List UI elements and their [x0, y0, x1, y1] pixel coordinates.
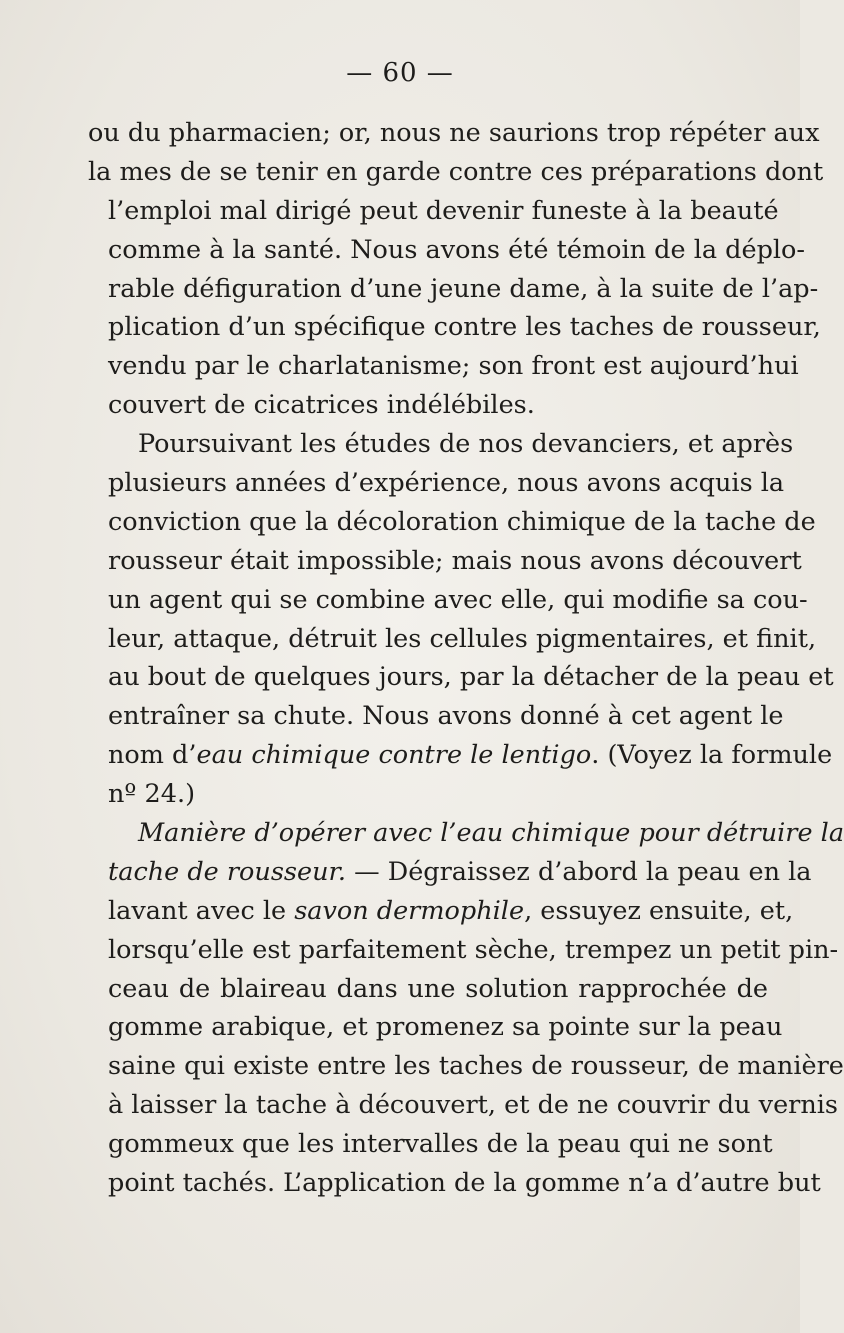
text-line [108, 1008, 783, 1047]
text-line [108, 658, 834, 697]
text-line [108, 464, 785, 503]
text-segment: couvert de cicatrices indélébiles. [108, 390, 535, 421]
text-line [108, 192, 779, 231]
text-segment: vendu par le charlatanisme; son front est aujourd’hui [108, 351, 799, 382]
text-line [108, 581, 808, 620]
clipped-line-start: ou [88, 118, 120, 148]
text-line [108, 270, 819, 309]
text-segment: entraîner sa chute. Nous avons donné à cet agent le [108, 701, 784, 732]
text-segment: lorsqu’elle est parfaitement sèche, trempez un petit pin- [108, 934, 839, 965]
text-segment: rousseur était impossible; mais nous avons découvert [108, 545, 802, 576]
text-line [88, 153, 824, 192]
text-segment: , essuyez ensuite, et, [524, 895, 794, 926]
text-segment: leur, attaque, détruit les cellules pigmentaires, et finit, [108, 623, 817, 654]
italic-text: savon dermophile [294, 895, 525, 926]
text-segment: comme à la santé. Nous avons été témoin de la déplo- [108, 234, 806, 265]
text-line [108, 620, 817, 659]
text-segment: saine qui existe entre les taches de rousseur, de manière [108, 1051, 844, 1082]
text-segment: nº 24.) [108, 779, 196, 810]
text-line [108, 231, 806, 270]
page-number: — 60 — [346, 58, 454, 88]
text-line [108, 1164, 821, 1203]
text-line [108, 1047, 844, 1086]
body-text [88, 114, 844, 1203]
text-segment: Poursuivant les études de nos devanciers, et après [138, 429, 794, 460]
text-line [108, 697, 784, 736]
text-segment: nom d’ [108, 740, 197, 771]
text-segment: . (Voyez la formule [591, 740, 833, 771]
text-line [108, 503, 816, 542]
text-segment: à laisser la tache à découvert, et de ne couvrir du vernis [108, 1090, 839, 1121]
text-line [108, 892, 794, 931]
text-line [108, 542, 802, 581]
text-segment: rable défiguration d’une jeune dame, à la suite de l’ap- [108, 273, 819, 304]
italic-text: eau chimique contre le lentigo [196, 740, 592, 771]
text-line [108, 931, 839, 970]
text-segment: plusieurs années d’expérience, nous avons acquis la [108, 468, 785, 499]
text-segment: — Dégraissez d’abord la peau en la [346, 856, 812, 887]
text-line [108, 970, 768, 1009]
text-line [108, 736, 833, 775]
text-line [108, 1125, 773, 1164]
italic-text: tache de rousseur. [108, 856, 347, 887]
text-segment: point tachés. L’application de la gomme n’a d’autre but [108, 1168, 821, 1199]
text-segment: mes de se tenir en garde contre ces préparations dont [119, 156, 824, 187]
text-segment: un agent qui se combine avec elle, qui modifie sa cou- [108, 584, 808, 615]
text-segment: du pharmacien; or, nous ne saurions trop répéter aux [127, 118, 820, 148]
text-segment: l’emploi mal dirigé peut devenir funeste à la beauté [108, 195, 779, 226]
text-segment: plication d’un spécifique contre les taches de rousseur, [108, 312, 821, 343]
text-segment: au bout de quelques jours, par la détacher de la peau et [108, 662, 834, 693]
text-line [108, 853, 812, 892]
text-segment: conviction que la décoloration chimique de la tache de [108, 506, 816, 537]
text-line [108, 308, 821, 347]
text-line [108, 775, 768, 814]
text-line [108, 347, 799, 386]
text-segment: gomme arabique, et promenez sa pointe sur la peau [108, 1012, 783, 1043]
text-line [108, 386, 768, 425]
text-line [88, 114, 820, 153]
clipped-line-start: la [88, 156, 112, 187]
italic-text: Manière d’opérer avec l’eau chimique pour détruire la [138, 818, 844, 849]
text-segment: lavant avec le [108, 895, 295, 926]
text-line [108, 1086, 839, 1125]
text-line [108, 814, 844, 853]
text-line [108, 425, 794, 464]
text-segment: gommeux que les intervalles de la peau qui ne sont [108, 1129, 773, 1160]
text-segment: ceau de blaireau dans une solution rapprochée de [108, 973, 768, 1004]
